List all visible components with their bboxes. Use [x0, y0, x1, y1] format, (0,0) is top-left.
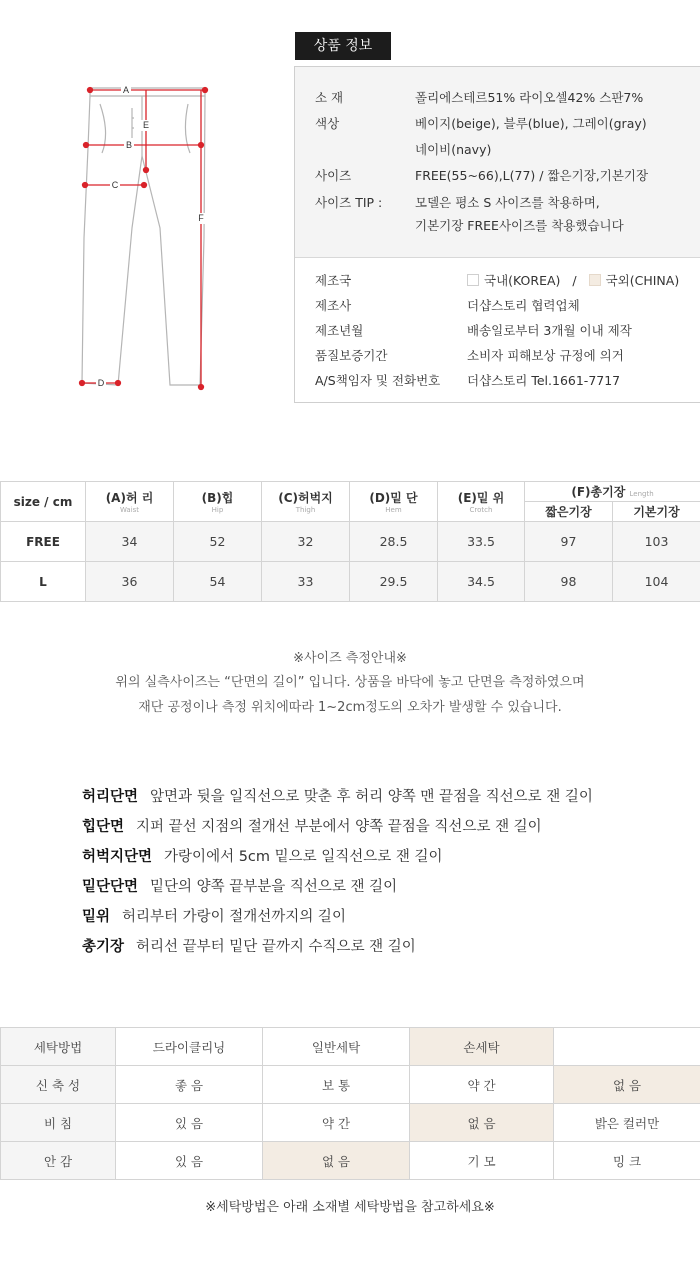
material-label: 소 재 [315, 90, 344, 105]
country-label: 제조국 [315, 273, 352, 288]
header-crotch-en: Crotch [469, 506, 493, 514]
size-guide-title: ※사이즈 측정안내※ [293, 651, 407, 666]
info-divider [295, 257, 700, 258]
cell-value: 33.5 [438, 522, 525, 562]
cell-value: 36 [86, 562, 174, 602]
cell-value: 32 [262, 522, 350, 562]
as-contact-label: A/S책임자 및 전화번호 [315, 373, 441, 388]
wash-note: ※세탁방법은 아래 소재별 세탁방법을 참고하세요※ [205, 1200, 495, 1215]
wash-cell: 좋 음 [116, 1066, 263, 1104]
row-size-free: FREE [1, 522, 86, 562]
header-hem-en: Hem [385, 506, 402, 514]
wash-method-label: 세탁방법 [1, 1028, 116, 1066]
wash-cell: 밝은 컬러만 [554, 1104, 700, 1142]
wash-cell: 보 통 [263, 1066, 410, 1104]
size-table [0, 481, 700, 602]
table-row [1, 522, 700, 562]
cell-value: 97 [525, 522, 613, 562]
cell-value: 34 [86, 522, 174, 562]
header-crotch [438, 482, 525, 522]
table-row [1, 1028, 700, 1066]
wash-cell: 있 음 [116, 1142, 263, 1180]
desc-term: 허리단면 [82, 789, 139, 805]
table-row [1, 562, 700, 602]
product-info-box [294, 66, 700, 403]
cell-value: 29.5 [350, 562, 438, 602]
sheerness-label: 비 침 [1, 1104, 116, 1142]
cell-value: 52 [174, 522, 262, 562]
material-value: 폴리에스테르51% 라이오셀42% 스판7% [415, 90, 644, 105]
wash-cell-selected: 손세탁 [410, 1028, 554, 1066]
header-basic-length: 기본기장 [613, 502, 700, 522]
wash-cell-selected: 없 음 [410, 1104, 554, 1142]
desc-term: 힙단면 [82, 819, 125, 835]
label-c: C [111, 180, 119, 190]
label-d: D [97, 378, 105, 388]
color-value-line2: 네이비(navy) [415, 142, 492, 157]
header-hip-en: Hip [211, 506, 224, 514]
size-table-corner: size / cm [1, 482, 86, 522]
desc-thigh [82, 845, 443, 866]
header-hem [350, 482, 438, 522]
size-tip-line1: 모델은 평소 S 사이즈를 착용하며, [415, 195, 600, 210]
wash-cell: 드라이클리닝 [116, 1028, 263, 1066]
korea-checkbox [467, 274, 479, 286]
wash-cell: 있 음 [116, 1104, 263, 1142]
label-b: B [125, 140, 133, 150]
manufacture-date-value: 배송일로부터 3개월 이내 제작 [467, 323, 632, 338]
header-waist-en: Waist [119, 506, 140, 514]
header-hem-ko: (D)밑 단 [369, 491, 418, 505]
header-crotch-ko: (E)밑 위 [457, 491, 505, 505]
desc-text: 앞면과 뒷을 일직선으로 맞춘 후 허리 양쪽 맨 끝점을 직선으로 잰 길이 [150, 789, 593, 805]
desc-text: 허리선 끝부터 밑단 끝까지 수직으로 잰 길이 [136, 939, 416, 955]
wash-table [0, 1027, 700, 1180]
as-contact-value: 더샵스토리 Tel.1661-7717 [467, 373, 621, 388]
desc-term: 밑위 [82, 909, 111, 925]
table-row [1, 1066, 700, 1104]
desc-text: 가랑이에서 5cm 밑으로 일직선으로 잰 길이 [164, 849, 443, 865]
desc-term: 총기장 [82, 939, 125, 955]
desc-crotch [82, 905, 346, 926]
desc-term: 밑단단면 [82, 879, 139, 895]
desc-term: 허벅지단면 [82, 849, 153, 865]
size-tip-line2: 기본기장 FREE사이즈를 착용했습니다 [415, 218, 624, 233]
header-hip [174, 482, 262, 522]
desc-text: 지퍼 끝선 지점의 절개선 부분에서 양쪽 끝점을 직선으로 잰 길이 [136, 819, 542, 835]
pants-measurement-diagram [70, 78, 220, 398]
size-guide-line1: 위의 실측사이즈는 “단면의 길이” 입니다. 상품을 바닥에 놓고 단면을 측정하였으며 [115, 675, 585, 690]
desc-waist [82, 785, 593, 806]
desc-text: 밑단의 양쪽 끝부분을 직선으로 잰 길이 [150, 879, 398, 895]
desc-length [82, 935, 416, 956]
header-length-en: Length [629, 490, 654, 498]
cell-value: 28.5 [350, 522, 438, 562]
cell-value: 34.5 [438, 562, 525, 602]
header-thigh [262, 482, 350, 522]
cell-value: 33 [262, 562, 350, 602]
cell-value: 103 [613, 522, 700, 562]
product-info-title: 상품 정보 [295, 32, 391, 60]
label-a: A [122, 85, 130, 95]
table-row [1, 1104, 700, 1142]
country-china: 국외(CHINA) [605, 273, 680, 288]
wash-cell: 약 간 [410, 1066, 554, 1104]
desc-text: 허리부터 가랑이 절개선까지의 길이 [122, 909, 346, 925]
china-checkbox [589, 274, 601, 286]
maker-label: 제조사 [315, 298, 352, 313]
cell-value: 54 [174, 562, 262, 602]
label-f: F [198, 213, 204, 223]
row-size-l: L [1, 562, 86, 602]
manufacture-date-label: 제조년월 [315, 323, 364, 338]
wash-cell-selected: 없 음 [554, 1066, 700, 1104]
header-length-ko: (F)총기장 [571, 485, 626, 499]
header-length [525, 482, 700, 502]
lining-label: 안 감 [1, 1142, 116, 1180]
warranty-label: 품질보증기간 [315, 348, 388, 363]
country-slash: / [572, 273, 577, 288]
wash-cell: 밍 크 [554, 1142, 700, 1180]
country-value [467, 271, 679, 289]
cell-value: 98 [525, 562, 613, 602]
warranty-value: 소비자 피해보상 규정에 의거 [467, 348, 624, 363]
table-row [1, 1142, 700, 1180]
header-short-length: 짧은기장 [525, 502, 613, 522]
stretch-label: 신 축 성 [1, 1066, 116, 1104]
header-waist [86, 482, 174, 522]
wash-cell: 약 간 [263, 1104, 410, 1142]
color-label: 색상 [315, 116, 340, 131]
maker-value: 더샵스토리 협력업체 [467, 298, 580, 313]
wash-cell-selected: 없 음 [263, 1142, 410, 1180]
header-thigh-en: Thigh [295, 506, 316, 514]
cell-value: 104 [613, 562, 700, 602]
size-value: FREE(55~66),L(77) / 짧은기장,기본기장 [415, 168, 649, 183]
wash-cell: 일반세탁 [263, 1028, 410, 1066]
label-e: E [142, 120, 150, 130]
country-korea: 국내(KOREA) [484, 273, 561, 288]
wash-cell [554, 1028, 700, 1066]
size-label: 사이즈 [315, 168, 352, 183]
desc-hip [82, 815, 542, 836]
header-thigh-ko: (C)허벅지 [278, 491, 333, 505]
header-hip-ko: (B)힙 [201, 491, 234, 505]
desc-hem [82, 875, 397, 896]
header-waist-ko: (A)허 리 [105, 491, 154, 505]
size-guide-line2: 재단 공정이나 측정 위치에따라 1~2cm정도의 오차가 발생할 수 있습니다. [138, 700, 562, 715]
wash-cell: 기 모 [410, 1142, 554, 1180]
size-tip-label: 사이즈 TIP : [315, 195, 383, 210]
color-value-line1: 베이지(beige), 블루(blue), 그레이(gray) [415, 116, 647, 131]
